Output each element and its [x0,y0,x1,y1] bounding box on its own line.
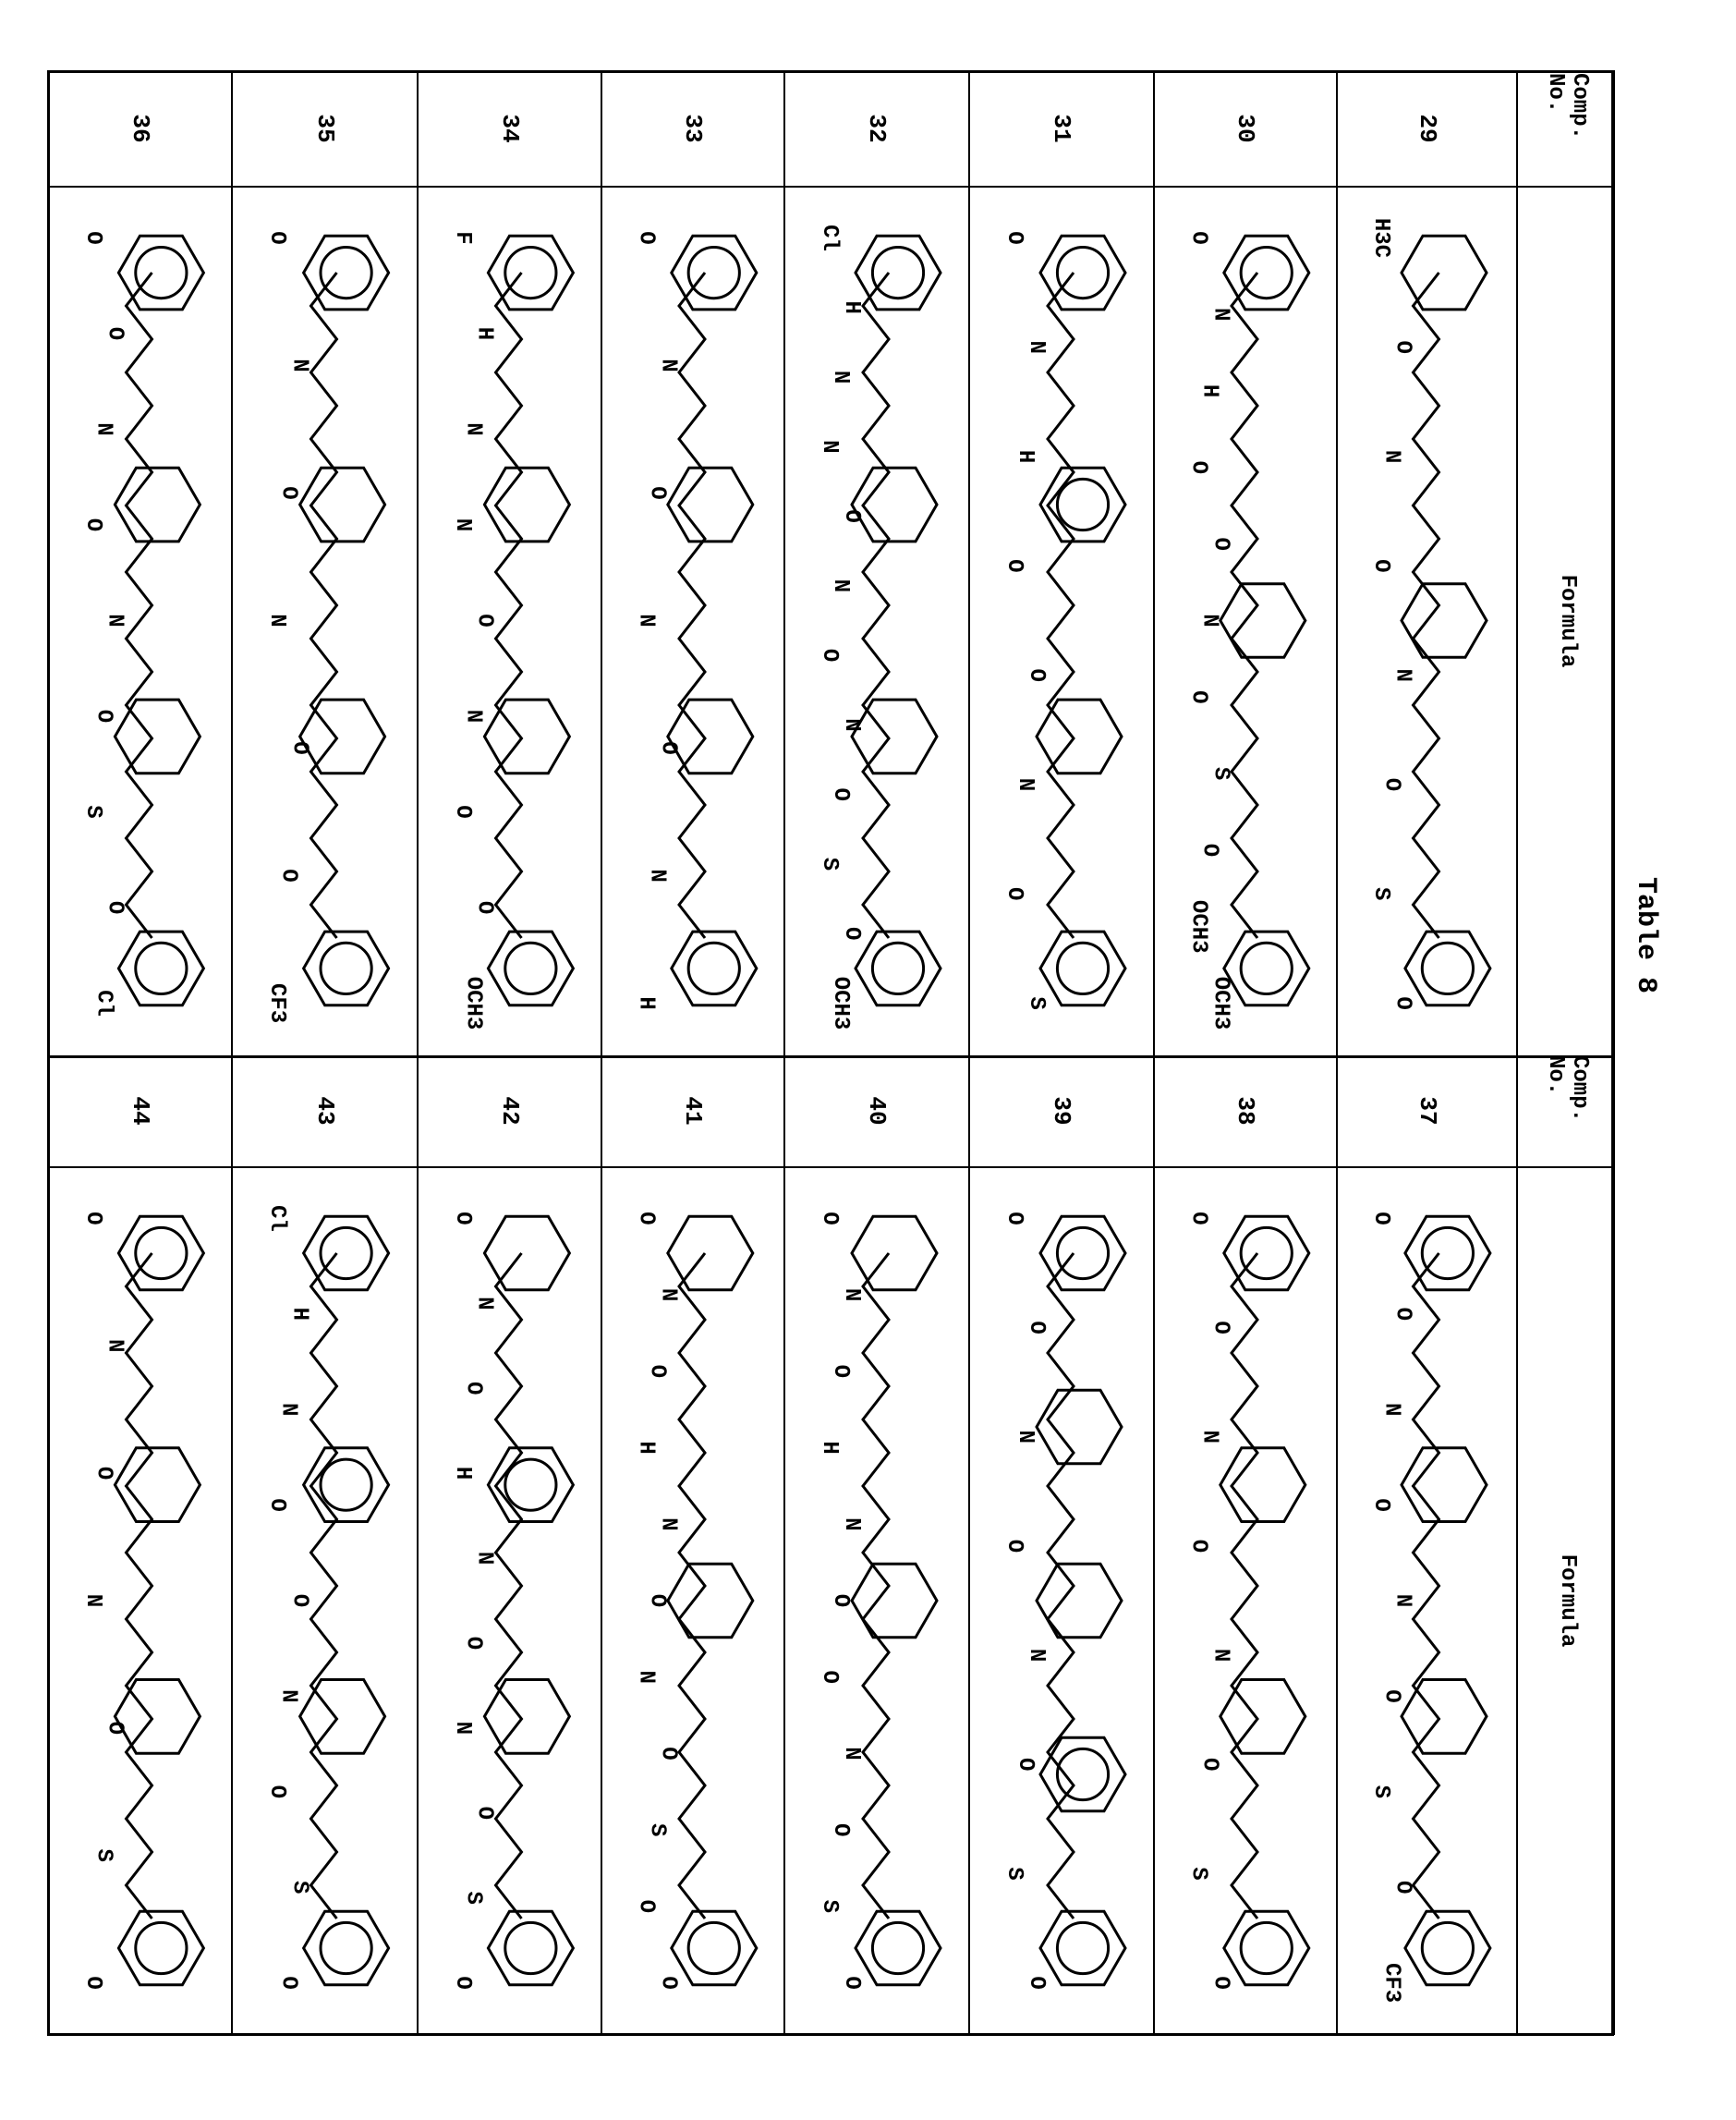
atom-label: O [461,1637,486,1650]
atom-label: N [634,614,659,627]
structural-formula-40 [783,1166,968,2035]
atom-label: N [817,440,842,453]
atom-label: O [461,1382,486,1395]
atom-label: F [450,231,475,244]
atom-label: N [839,1747,864,1760]
compound-number: 29 [1412,101,1441,156]
comp-header-line2: No. [1543,1055,1567,1166]
saturated-ring [668,700,753,774]
atom-label: O [103,327,127,340]
atom-label: O [1379,1689,1404,1702]
saturated-ring [1402,1680,1487,1754]
bond-chain [1232,273,1257,938]
atom-label: O [634,1212,659,1224]
atom-label: O [264,231,289,244]
atom-label: O [1024,1976,1049,1989]
atom-label: N [1196,614,1221,627]
compound-number: 43 [310,1083,339,1139]
atom-label: O [275,869,300,882]
bond-chain [679,1253,705,1919]
saturated-ring [484,700,569,774]
atom-label: CF3 [1379,1963,1404,2003]
structural-formula-39 [968,1166,1153,2035]
atom-label: O [839,927,864,940]
atom-label: S [461,1891,486,1904]
bond-chain [311,273,337,938]
atom-label: N [839,718,864,731]
atom-label: N [634,1671,659,1684]
atom-label: N [450,518,475,531]
atom-label: O [644,1365,669,1378]
atom-label: N [450,1722,475,1735]
saturated-ring [852,1564,937,1638]
atom-label: O [80,518,105,531]
atom-label: O [472,614,497,627]
atom-label: H [634,996,659,1009]
bond-chain [311,1253,337,1919]
atom-label: O [828,1365,853,1378]
atom-label: N [286,359,311,372]
table-title: Table 8 [1630,875,1661,995]
atom-label: O [839,509,864,522]
bond-chain [863,1253,889,1919]
atom-label: O [1196,1758,1221,1771]
bond-chain [1414,1253,1439,1919]
atom-label: S [80,805,105,818]
atom-label: S [1024,996,1049,1009]
atom-label: O [264,1785,289,1798]
atom-label: Cl [91,990,116,1017]
aromatic-circle [1422,943,1473,993]
atom-label: N [1208,308,1232,321]
structural-formula-32 [783,186,968,1055]
atom-label: O [1368,1498,1393,1511]
compound-number: 39 [1046,1083,1075,1139]
aromatic-circle [1057,1922,1108,1973]
aromatic-circle [136,1922,187,1973]
saturated-ring [668,1216,753,1290]
comp-header-line1: Comp. [1567,73,1591,184]
compound-number: 44 [125,1083,154,1139]
atom-label: H [450,1467,475,1480]
aromatic-circle [688,943,739,993]
atom-label: S [817,1900,842,1913]
atom-label: N [472,1552,497,1565]
saturated-ring [115,1680,200,1754]
atom-label: O [1186,690,1211,703]
atom-label: N [644,869,669,882]
atom-label: N [655,1517,680,1530]
atom-label: O [1186,461,1211,474]
atom-label: O [80,1976,105,1989]
atom-label: O [450,1212,475,1224]
atom-label: OCH3 [1208,977,1232,1030]
atom-label: Cl [264,1205,289,1232]
atom-label: O [828,787,853,800]
aromatic-circle [1241,1922,1292,1973]
atom-label: N [839,1288,864,1301]
comp-header-line2: No. [1543,73,1567,184]
row-divider [1516,70,1518,2035]
compound-number: 34 [494,101,524,156]
aromatic-circle [1241,1227,1292,1278]
atom-label: N [1024,341,1049,354]
atom-label: N [103,1339,127,1352]
atom-label: N [1379,1403,1404,1416]
atom-label: O [828,1823,853,1836]
atom-label: O [1186,1212,1211,1224]
aromatic-circle [1057,1227,1108,1278]
atom-label: N [1390,1594,1414,1607]
atom-label: O [634,1900,659,1913]
atom-label: N [461,422,486,435]
header-divider [1516,186,1614,188]
saturated-ring [1037,1390,1122,1464]
atom-label: N [828,579,853,592]
saturated-ring [484,1680,569,1754]
atom-label: N [839,1517,864,1530]
atom-label: N [1379,450,1404,463]
bond-chain [863,273,889,938]
structural-formula-37 [1336,1166,1516,2035]
atom-label: OCH3 [461,977,486,1030]
formula-header-right: Formula [1551,1508,1579,1693]
atom-label: H [1013,450,1038,463]
compound-number: 35 [310,101,339,156]
atom-label: OCH3 [1186,900,1211,954]
aromatic-circle [1422,1922,1473,1973]
atom-label: N [275,1689,300,1702]
atom-label: O [264,1498,289,1511]
aromatic-circle [136,248,187,299]
atom-label: O [103,1722,127,1735]
structural-formula-36 [47,186,231,1055]
atom-label: N [1013,1431,1038,1444]
atom-label: H [817,1441,842,1454]
atom-label: S [817,858,842,871]
atom-label: O [1390,341,1414,354]
saturated-ring [1037,700,1122,774]
atom-label: O [1379,778,1404,791]
atom-label: S [1208,767,1232,780]
compound-number: 37 [1412,1083,1441,1139]
atom-label: N [1390,668,1414,681]
atom-label: O [1208,1976,1232,1989]
atom-label: H [634,1441,659,1454]
saturated-ring [115,700,200,774]
table-border-top [47,70,1614,73]
atom-label: S [1002,1867,1026,1880]
aromatic-circle [872,248,923,299]
atom-label: N [828,371,853,384]
atom-label: O [817,1671,842,1684]
atom-label: O [644,1594,669,1607]
structural-formula-31 [968,186,1153,1055]
saturated-ring [484,1216,569,1290]
atom-label: O [91,1467,116,1480]
atom-label: N [264,614,289,627]
atom-label: S [644,1823,669,1836]
atom-label: N [91,422,116,435]
atom-label: O [817,1212,842,1224]
comp-header-line1: Comp. [1567,1055,1591,1166]
atom-label: O [91,710,116,723]
atom-label: O [1368,1212,1393,1224]
atom-label: H [286,1308,311,1321]
saturated-ring [852,1216,937,1290]
atom-label: O [1002,887,1026,900]
atom-label: O [1208,537,1232,550]
atom-label: O [634,231,659,244]
atom-label: O [1368,559,1393,572]
aromatic-circle [321,1459,371,1510]
atom-label: O [275,1976,300,1989]
compound-number: 40 [861,1083,891,1139]
structural-formula-43 [231,1166,417,2035]
structural-formula-29 [1336,186,1516,1055]
compound-number: 42 [494,1083,524,1139]
atom-label: O [103,901,127,914]
table-border-right [1611,70,1615,2035]
atom-label: H3C [1368,218,1393,258]
saturated-ring [1220,584,1305,658]
structural-formula-41 [601,1166,783,2035]
bond-chain [127,1253,152,1919]
atom-label: O [828,1594,853,1607]
bond-chain [496,273,522,938]
structural-formula-42 [417,1166,601,2035]
atom-label: N [1013,778,1038,791]
atom-label: O [80,231,105,244]
aromatic-circle [321,248,371,299]
atom-label: N [472,1297,497,1310]
formula-header-left: Formula [1551,529,1579,713]
bond-chain [1414,273,1439,938]
compound-number: 30 [1230,101,1259,156]
structural-formula-38 [1153,1166,1336,2035]
atom-label: O [655,741,680,754]
structural-formula-33 [601,186,783,1055]
atom-label: O [472,901,497,914]
atom-label: S [286,1881,311,1894]
atom-label: O [1024,1321,1049,1334]
atom-label: N [275,1403,300,1416]
atom-label: O [1013,1758,1038,1771]
compound-number: 33 [677,101,707,156]
aromatic-circle [1241,248,1292,299]
aromatic-circle [1422,1227,1473,1278]
aromatic-circle [1057,479,1108,530]
atom-label: N [1196,1431,1221,1444]
aromatic-circle [688,248,739,299]
atom-label: S [1368,1785,1393,1798]
atom-label: O [1208,1321,1232,1334]
aromatic-circle [872,1922,923,1973]
aromatic-circle [1057,943,1108,993]
aromatic-circle [688,1922,739,1973]
atom-label: O [1002,1540,1026,1553]
aromatic-circle [505,1922,556,1973]
compound-number: 38 [1230,1083,1259,1139]
structural-formula-44 [47,1166,231,2035]
saturated-ring [852,700,937,774]
compound-number: 32 [861,101,891,156]
atom-label: N [103,614,127,627]
atom-label: O [655,1976,680,1989]
atom-label: H [839,301,864,314]
saturated-ring [300,1680,385,1754]
atom-label: O [286,1594,311,1607]
atom-label: O [286,741,311,754]
atom-label: O [1390,1881,1414,1894]
atom-label: Cl [817,225,842,251]
atom-label: O [1186,1540,1211,1553]
compound-number: 31 [1046,101,1075,156]
atom-label: O [1024,668,1049,681]
aromatic-circle [1057,248,1108,299]
bond-chain [127,273,152,938]
aromatic-circle [321,1922,371,1973]
atom-label: O [275,486,300,499]
aromatic-circle [321,943,371,993]
atom-label: O [655,1747,680,1760]
structural-formula-30 [1153,186,1336,1055]
aromatic-circle [136,1227,187,1278]
atom-label: O [1002,559,1026,572]
atom-label: O [1196,844,1221,857]
aromatic-circle [505,943,556,993]
atom-label: O [1186,231,1211,244]
atom-label: O [1390,1308,1414,1321]
saturated-ring [300,700,385,774]
saturated-ring [1402,584,1487,658]
atom-label: H [1196,384,1221,397]
atom-label: N [461,710,486,723]
compound-number: 36 [125,101,154,156]
atom-label: CF3 [264,983,289,1023]
atom-label: S [91,1849,116,1862]
atom-label: H [472,327,497,340]
atom-label: N [1208,1649,1232,1662]
aromatic-circle [505,248,556,299]
bond-chain [679,273,705,938]
structural-formula-35 [231,186,417,1055]
bond-chain [1232,1253,1257,1919]
bond-chain [496,1253,522,1919]
saturated-ring [1220,1680,1305,1754]
atom-label: O [450,805,475,818]
saturated-ring [1402,236,1487,310]
compound-number: 41 [677,1083,707,1139]
bond-chain [1048,1253,1074,1919]
atom-label: O [1002,1212,1026,1224]
atom-label: O [644,486,669,499]
atom-label: N [655,1288,680,1301]
atom-label: O [839,1976,864,1989]
comp-no-header-right [1539,1055,1591,1166]
table-divider-middle [47,1055,1614,1058]
saturated-ring [668,1564,753,1638]
atom-label: S [1368,887,1393,900]
atom-label: N [1024,1649,1049,1662]
atom-label: O [817,649,842,662]
atom-label: O [1002,231,1026,244]
atom-label: OCH3 [828,977,853,1030]
saturated-ring [1037,1564,1122,1638]
atom-label: O [472,1807,497,1820]
atom-label: N [80,1594,105,1607]
aromatic-circle [872,943,923,993]
atom-label: S [1186,1867,1211,1880]
atom-label: N [655,359,680,372]
atom-label: O [450,1976,475,1989]
aromatic-circle [321,1227,371,1278]
bond-chain [1048,273,1074,938]
atom-label: O [1390,996,1414,1009]
structural-formula-34 [417,186,601,1055]
atom-label: O [80,1212,105,1224]
comp-no-header-left [1539,73,1591,184]
aromatic-circle [505,1459,556,1510]
aromatic-circle [136,943,187,993]
aromatic-circle [1241,943,1292,993]
